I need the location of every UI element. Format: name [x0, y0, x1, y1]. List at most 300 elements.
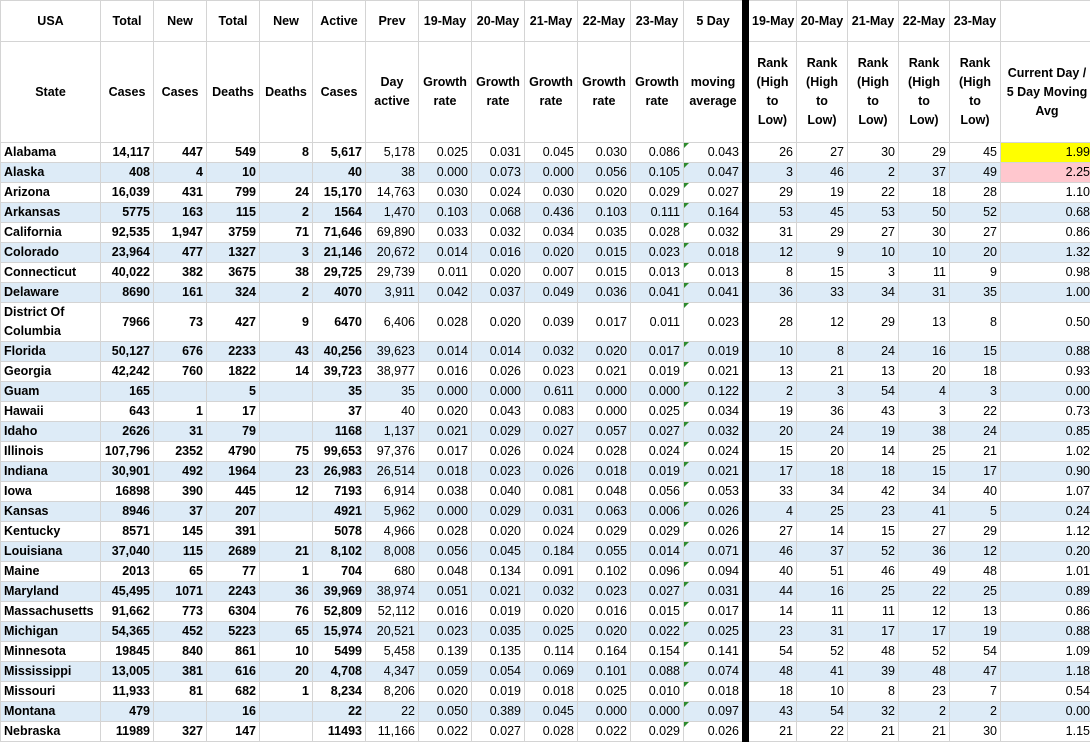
- state-cell[interactable]: Michigan: [1, 622, 101, 642]
- table-cell[interactable]: 12: [899, 602, 950, 622]
- table-cell[interactable]: 427: [207, 303, 260, 342]
- table-cell[interactable]: 0.013: [631, 263, 684, 283]
- table-cell[interactable]: 20: [746, 422, 797, 442]
- column-header[interactable]: 22-May: [899, 1, 950, 42]
- table-cell[interactable]: 0.000: [631, 382, 684, 402]
- table-cell[interactable]: 0.094: [684, 562, 746, 582]
- table-cell[interactable]: 23: [848, 502, 899, 522]
- table-cell[interactable]: 704: [313, 562, 366, 582]
- table-cell[interactable]: 38,974: [366, 582, 419, 602]
- column-header[interactable]: Cases: [154, 42, 207, 143]
- table-cell[interactable]: 14: [746, 602, 797, 622]
- table-cell[interactable]: 7966: [101, 303, 154, 342]
- table-cell[interactable]: 31: [899, 283, 950, 303]
- table-cell[interactable]: 0.074: [684, 662, 746, 682]
- column-header[interactable]: 5 Day: [684, 1, 746, 42]
- table-cell[interactable]: 0.088: [631, 662, 684, 682]
- table-cell[interactable]: 21: [899, 722, 950, 742]
- table-cell[interactable]: 5: [950, 502, 1001, 522]
- table-cell[interactable]: 4,708: [313, 662, 366, 682]
- table-cell[interactable]: 5,178: [366, 143, 419, 163]
- table-cell[interactable]: 24: [260, 183, 313, 203]
- table-cell[interactable]: 1.10: [1001, 183, 1090, 203]
- table-cell[interactable]: 0.026: [472, 362, 525, 382]
- table-cell[interactable]: 0.026: [684, 502, 746, 522]
- table-cell[interactable]: 6,914: [366, 482, 419, 502]
- table-cell[interactable]: 0.018: [419, 462, 472, 482]
- table-cell[interactable]: 23: [260, 462, 313, 482]
- table-cell[interactable]: 10: [848, 243, 899, 263]
- table-cell[interactable]: 99,653: [313, 442, 366, 462]
- table-cell[interactable]: 381: [154, 662, 207, 682]
- table-cell[interactable]: 22: [950, 402, 1001, 422]
- table-cell[interactable]: 27: [848, 223, 899, 243]
- table-cell[interactable]: 15: [899, 462, 950, 482]
- state-cell[interactable]: Iowa: [1, 482, 101, 502]
- table-cell[interactable]: 0.014: [419, 243, 472, 263]
- column-header[interactable]: Growth rate: [472, 42, 525, 143]
- table-cell[interactable]: 0.032: [472, 223, 525, 243]
- table-cell[interactable]: 45: [950, 143, 1001, 163]
- table-cell[interactable]: 0.164: [684, 203, 746, 223]
- table-cell[interactable]: 8571: [101, 522, 154, 542]
- table-cell[interactable]: 11,933: [101, 682, 154, 702]
- table-cell[interactable]: 445: [207, 482, 260, 502]
- table-cell[interactable]: 2233: [207, 342, 260, 362]
- table-cell[interactable]: 13: [950, 602, 1001, 622]
- column-header[interactable]: Total: [207, 1, 260, 42]
- table-cell[interactable]: 2.25: [1001, 163, 1090, 183]
- table-cell[interactable]: 0.029: [631, 522, 684, 542]
- table-cell[interactable]: 52: [848, 542, 899, 562]
- table-cell[interactable]: 0.436: [525, 203, 578, 223]
- table-cell[interactable]: 13: [848, 362, 899, 382]
- table-cell[interactable]: 0.051: [419, 582, 472, 602]
- table-cell[interactable]: 773: [154, 602, 207, 622]
- table-cell[interactable]: 0.018: [684, 243, 746, 263]
- table-cell[interactable]: 0.017: [631, 342, 684, 362]
- column-header[interactable]: Growth rate: [525, 42, 578, 143]
- table-cell[interactable]: 0.102: [578, 562, 631, 582]
- table-cell[interactable]: 35: [313, 382, 366, 402]
- table-cell[interactable]: 19845: [101, 642, 154, 662]
- table-cell[interactable]: 22: [313, 702, 366, 722]
- table-cell[interactable]: 382: [154, 263, 207, 283]
- table-cell[interactable]: [154, 382, 207, 402]
- table-cell[interactable]: 549: [207, 143, 260, 163]
- table-cell[interactable]: 676: [154, 342, 207, 362]
- table-cell[interactable]: 0.114: [525, 642, 578, 662]
- table-cell[interactable]: 3: [848, 263, 899, 283]
- table-cell[interactable]: 40: [313, 163, 366, 183]
- table-cell[interactable]: 0.013: [684, 263, 746, 283]
- table-cell[interactable]: 91,662: [101, 602, 154, 622]
- column-header[interactable]: Day active: [366, 42, 419, 143]
- table-cell[interactable]: 79: [207, 422, 260, 442]
- table-cell[interactable]: 5: [207, 382, 260, 402]
- table-cell[interactable]: 26,514: [366, 462, 419, 482]
- table-cell[interactable]: 21: [797, 362, 848, 382]
- table-cell[interactable]: 11: [797, 602, 848, 622]
- table-cell[interactable]: 30: [899, 223, 950, 243]
- table-cell[interactable]: 0.010: [631, 682, 684, 702]
- table-cell[interactable]: 21: [848, 722, 899, 742]
- table-cell[interactable]: 37: [154, 502, 207, 522]
- table-cell[interactable]: 0.028: [631, 223, 684, 243]
- table-cell[interactable]: 0.018: [578, 462, 631, 482]
- table-cell[interactable]: 0.059: [419, 662, 472, 682]
- table-cell[interactable]: 12: [260, 482, 313, 502]
- table-cell[interactable]: 0.000: [419, 502, 472, 522]
- table-cell[interactable]: 0.028: [578, 442, 631, 462]
- table-cell[interactable]: 0.022: [578, 722, 631, 742]
- table-cell[interactable]: 1: [260, 562, 313, 582]
- table-cell[interactable]: 0.135: [472, 642, 525, 662]
- state-cell[interactable]: Missouri: [1, 682, 101, 702]
- table-cell[interactable]: 8: [746, 263, 797, 283]
- table-cell[interactable]: 41: [797, 662, 848, 682]
- table-cell[interactable]: 0.043: [684, 143, 746, 163]
- table-cell[interactable]: 69,890: [366, 223, 419, 243]
- table-cell[interactable]: [260, 722, 313, 742]
- table-cell[interactable]: 0.122: [684, 382, 746, 402]
- table-cell[interactable]: 0.611: [525, 382, 578, 402]
- table-cell[interactable]: 0.000: [578, 702, 631, 722]
- table-cell[interactable]: 0.027: [525, 422, 578, 442]
- table-cell[interactable]: 0.019: [472, 602, 525, 622]
- table-cell[interactable]: 15: [746, 442, 797, 462]
- table-cell[interactable]: 97,376: [366, 442, 419, 462]
- table-cell[interactable]: 0.097: [684, 702, 746, 722]
- table-cell[interactable]: 0.000: [578, 402, 631, 422]
- table-cell[interactable]: 0.030: [578, 143, 631, 163]
- table-cell[interactable]: 1.18: [1001, 662, 1090, 682]
- table-cell[interactable]: 19: [950, 622, 1001, 642]
- table-cell[interactable]: 0.89: [1001, 582, 1090, 602]
- table-cell[interactable]: 11,166: [366, 722, 419, 742]
- table-cell[interactable]: 0.029: [631, 183, 684, 203]
- table-cell[interactable]: 15: [848, 522, 899, 542]
- table-cell[interactable]: 50,127: [101, 342, 154, 362]
- table-cell[interactable]: [260, 402, 313, 422]
- table-cell[interactable]: 19: [848, 422, 899, 442]
- table-cell[interactable]: 16: [207, 702, 260, 722]
- table-cell[interactable]: 48: [899, 662, 950, 682]
- table-cell[interactable]: [260, 502, 313, 522]
- table-cell[interactable]: 18: [899, 183, 950, 203]
- state-cell[interactable]: Indiana: [1, 462, 101, 482]
- table-cell[interactable]: 21,146: [313, 243, 366, 263]
- table-cell[interactable]: 0.015: [631, 602, 684, 622]
- table-cell[interactable]: 49: [950, 163, 1001, 183]
- table-cell[interactable]: 22: [797, 722, 848, 742]
- table-cell[interactable]: 0.027: [631, 422, 684, 442]
- state-cell[interactable]: Arkansas: [1, 203, 101, 223]
- state-cell[interactable]: Hawaii: [1, 402, 101, 422]
- table-cell[interactable]: 0.018: [684, 682, 746, 702]
- table-cell[interactable]: 1,470: [366, 203, 419, 223]
- column-header[interactable]: 23-May: [950, 1, 1001, 42]
- table-cell[interactable]: 20: [950, 243, 1001, 263]
- state-cell[interactable]: Montana: [1, 702, 101, 722]
- table-cell[interactable]: 45: [797, 203, 848, 223]
- table-cell[interactable]: 34: [899, 482, 950, 502]
- table-cell[interactable]: 25: [797, 502, 848, 522]
- table-cell[interactable]: 0.027: [631, 582, 684, 602]
- table-cell[interactable]: 10: [899, 243, 950, 263]
- table-cell[interactable]: 1327: [207, 243, 260, 263]
- table-cell[interactable]: 0.033: [419, 223, 472, 243]
- table-cell[interactable]: 0.000: [578, 382, 631, 402]
- table-cell[interactable]: 34: [797, 482, 848, 502]
- table-cell[interactable]: 0.000: [525, 163, 578, 183]
- table-cell[interactable]: 0.050: [419, 702, 472, 722]
- table-cell[interactable]: 65: [260, 622, 313, 642]
- table-cell[interactable]: 1: [260, 682, 313, 702]
- table-cell[interactable]: 0.042: [419, 283, 472, 303]
- column-header[interactable]: Total: [101, 1, 154, 42]
- table-cell[interactable]: 29: [746, 183, 797, 203]
- table-cell[interactable]: 14,763: [366, 183, 419, 203]
- table-cell[interactable]: 0.017: [419, 442, 472, 462]
- table-cell[interactable]: 47: [950, 662, 1001, 682]
- state-cell[interactable]: California: [1, 223, 101, 243]
- table-cell[interactable]: 0.021: [472, 582, 525, 602]
- table-cell[interactable]: 16: [899, 342, 950, 362]
- table-cell[interactable]: 52,809: [313, 602, 366, 622]
- table-cell[interactable]: 0.015: [578, 243, 631, 263]
- table-cell[interactable]: 14,117: [101, 143, 154, 163]
- table-cell[interactable]: 0.043: [472, 402, 525, 422]
- table-cell[interactable]: 391: [207, 522, 260, 542]
- table-cell[interactable]: 0.90: [1001, 462, 1090, 482]
- column-header[interactable]: Rank (High to Low): [899, 42, 950, 143]
- table-cell[interactable]: 5775: [101, 203, 154, 223]
- table-cell[interactable]: 26,983: [313, 462, 366, 482]
- table-cell[interactable]: 324: [207, 283, 260, 303]
- table-cell[interactable]: 0.027: [684, 183, 746, 203]
- table-cell[interactable]: 11: [848, 602, 899, 622]
- table-cell[interactable]: 0.048: [578, 482, 631, 502]
- state-cell[interactable]: Maine: [1, 562, 101, 582]
- table-cell[interactable]: 0.056: [631, 482, 684, 502]
- table-cell[interactable]: 39,969: [313, 582, 366, 602]
- column-header[interactable]: Deaths: [207, 42, 260, 143]
- table-cell[interactable]: 31: [154, 422, 207, 442]
- table-cell[interactable]: 34: [848, 283, 899, 303]
- table-cell[interactable]: 0.020: [578, 622, 631, 642]
- table-cell[interactable]: 24: [797, 422, 848, 442]
- table-cell[interactable]: 76: [260, 602, 313, 622]
- table-cell[interactable]: 6304: [207, 602, 260, 622]
- state-cell[interactable]: District Of Columbia: [1, 303, 101, 342]
- column-header[interactable]: Current Day / 5 Day Moving Avg: [1001, 42, 1090, 143]
- table-cell[interactable]: 0.00: [1001, 382, 1090, 402]
- state-cell[interactable]: Colorado: [1, 243, 101, 263]
- table-cell[interactable]: 1.01: [1001, 562, 1090, 582]
- table-cell[interactable]: 9: [797, 243, 848, 263]
- table-cell[interactable]: 760: [154, 362, 207, 382]
- column-header[interactable]: Prev: [366, 1, 419, 42]
- table-cell[interactable]: 479: [101, 702, 154, 722]
- table-cell[interactable]: 0.020: [525, 602, 578, 622]
- table-cell[interactable]: 327: [154, 722, 207, 742]
- table-cell[interactable]: 0.039: [525, 303, 578, 342]
- table-cell[interactable]: 38,977: [366, 362, 419, 382]
- table-cell[interactable]: 44: [746, 582, 797, 602]
- table-cell[interactable]: 41: [899, 502, 950, 522]
- table-cell[interactable]: 0.023: [472, 462, 525, 482]
- table-cell[interactable]: 207: [207, 502, 260, 522]
- table-cell[interactable]: 0.029: [578, 522, 631, 542]
- table-cell[interactable]: 4070: [313, 283, 366, 303]
- table-cell[interactable]: 0.184: [525, 542, 578, 562]
- table-cell[interactable]: 452: [154, 622, 207, 642]
- table-cell[interactable]: 4: [154, 163, 207, 183]
- table-cell[interactable]: 0.025: [525, 622, 578, 642]
- table-cell[interactable]: 15: [797, 263, 848, 283]
- column-header[interactable]: 23-May: [631, 1, 684, 42]
- table-cell[interactable]: 23: [899, 682, 950, 702]
- table-cell[interactable]: 1.15: [1001, 722, 1090, 742]
- table-cell[interactable]: 0.20: [1001, 542, 1090, 562]
- table-cell[interactable]: 0.014: [631, 542, 684, 562]
- table-cell[interactable]: 9: [260, 303, 313, 342]
- table-cell[interactable]: 4790: [207, 442, 260, 462]
- table-cell[interactable]: 23,964: [101, 243, 154, 263]
- table-cell[interactable]: 14: [260, 362, 313, 382]
- table-cell[interactable]: 24: [848, 342, 899, 362]
- table-cell[interactable]: 145: [154, 522, 207, 542]
- table-cell[interactable]: 3: [797, 382, 848, 402]
- table-cell[interactable]: 447: [154, 143, 207, 163]
- table-cell[interactable]: 17: [899, 622, 950, 642]
- column-header[interactable]: [1001, 1, 1090, 42]
- table-cell[interactable]: 14: [797, 522, 848, 542]
- column-header[interactable]: 21-May: [848, 1, 899, 42]
- table-cell[interactable]: 0.011: [631, 303, 684, 342]
- table-cell[interactable]: 9: [950, 263, 1001, 283]
- table-cell[interactable]: 73: [154, 303, 207, 342]
- table-cell[interactable]: 0.020: [525, 243, 578, 263]
- table-cell[interactable]: 0.049: [525, 283, 578, 303]
- table-cell[interactable]: 8,102: [313, 542, 366, 562]
- table-cell[interactable]: 2352: [154, 442, 207, 462]
- table-cell[interactable]: 0.020: [419, 682, 472, 702]
- table-cell[interactable]: 18: [797, 462, 848, 482]
- table-cell[interactable]: 0.006: [631, 502, 684, 522]
- table-cell[interactable]: 0.023: [578, 582, 631, 602]
- state-cell[interactable]: Georgia: [1, 362, 101, 382]
- table-cell[interactable]: 0.025: [419, 143, 472, 163]
- table-cell[interactable]: 2: [848, 163, 899, 183]
- table-cell[interactable]: 5078: [313, 522, 366, 542]
- table-cell[interactable]: 36: [260, 582, 313, 602]
- table-cell[interactable]: 0.014: [472, 342, 525, 362]
- table-cell[interactable]: 0.88: [1001, 342, 1090, 362]
- table-cell[interactable]: 0.022: [631, 622, 684, 642]
- table-cell[interactable]: 29,739: [366, 263, 419, 283]
- state-cell[interactable]: Florida: [1, 342, 101, 362]
- table-cell[interactable]: 2: [260, 283, 313, 303]
- state-cell[interactable]: Alabama: [1, 143, 101, 163]
- table-cell[interactable]: 7: [950, 682, 1001, 702]
- table-cell[interactable]: 10: [260, 642, 313, 662]
- table-cell[interactable]: 8: [950, 303, 1001, 342]
- table-cell[interactable]: [260, 163, 313, 183]
- column-header[interactable]: State: [1, 42, 101, 143]
- table-cell[interactable]: 3675: [207, 263, 260, 283]
- table-cell[interactable]: 0.020: [578, 183, 631, 203]
- table-cell[interactable]: 6,406: [366, 303, 419, 342]
- table-cell[interactable]: 11989: [101, 722, 154, 742]
- table-cell[interactable]: 28: [746, 303, 797, 342]
- table-cell[interactable]: 54: [950, 642, 1001, 662]
- column-header[interactable]: Cases: [101, 42, 154, 143]
- table-cell[interactable]: 1,137: [366, 422, 419, 442]
- table-cell[interactable]: 1964: [207, 462, 260, 482]
- table-cell[interactable]: 0.88: [1001, 622, 1090, 642]
- table-cell[interactable]: 0.025: [684, 622, 746, 642]
- table-cell[interactable]: 0.037: [472, 283, 525, 303]
- state-cell[interactable]: Kansas: [1, 502, 101, 522]
- table-cell[interactable]: 3: [260, 243, 313, 263]
- table-cell[interactable]: 18: [746, 682, 797, 702]
- table-cell[interactable]: 477: [154, 243, 207, 263]
- table-cell[interactable]: 0.030: [525, 183, 578, 203]
- state-cell[interactable]: Nebraska: [1, 722, 101, 742]
- table-cell[interactable]: 0.111: [631, 203, 684, 223]
- table-cell[interactable]: 39: [848, 662, 899, 682]
- table-cell[interactable]: 29,725: [313, 263, 366, 283]
- table-cell[interactable]: 0.139: [419, 642, 472, 662]
- table-cell[interactable]: 0.68: [1001, 203, 1090, 223]
- table-cell[interactable]: 15,170: [313, 183, 366, 203]
- table-cell[interactable]: 163: [154, 203, 207, 223]
- table-cell[interactable]: 11: [899, 263, 950, 283]
- table-cell[interactable]: 13: [899, 303, 950, 342]
- table-cell[interactable]: 0.032: [684, 422, 746, 442]
- table-cell[interactable]: 0.018: [525, 682, 578, 702]
- column-header[interactable]: 19-May: [746, 1, 797, 42]
- table-cell[interactable]: 36: [746, 283, 797, 303]
- table-cell[interactable]: 0.021: [684, 362, 746, 382]
- table-cell[interactable]: 10: [746, 342, 797, 362]
- table-cell[interactable]: 1.32: [1001, 243, 1090, 263]
- table-cell[interactable]: 30: [848, 143, 899, 163]
- table-cell[interactable]: 861: [207, 642, 260, 662]
- table-cell[interactable]: 0.056: [578, 163, 631, 183]
- table-cell[interactable]: 16,039: [101, 183, 154, 203]
- table-cell[interactable]: 0.024: [525, 522, 578, 542]
- table-cell[interactable]: 8690: [101, 283, 154, 303]
- table-cell[interactable]: 15: [950, 342, 1001, 362]
- table-cell[interactable]: 0.020: [472, 303, 525, 342]
- column-header[interactable]: Deaths: [260, 42, 313, 143]
- table-cell[interactable]: 0.103: [578, 203, 631, 223]
- table-cell[interactable]: 799: [207, 183, 260, 203]
- table-cell[interactable]: 53: [848, 203, 899, 223]
- column-header[interactable]: 22-May: [578, 1, 631, 42]
- table-cell[interactable]: 0.069: [525, 662, 578, 682]
- table-cell[interactable]: 81: [154, 682, 207, 702]
- table-cell[interactable]: 0.134: [472, 562, 525, 582]
- table-cell[interactable]: 0.041: [631, 283, 684, 303]
- column-header[interactable]: 20-May: [472, 1, 525, 42]
- table-cell[interactable]: 0.85: [1001, 422, 1090, 442]
- table-cell[interactable]: 17: [746, 462, 797, 482]
- table-cell[interactable]: [260, 702, 313, 722]
